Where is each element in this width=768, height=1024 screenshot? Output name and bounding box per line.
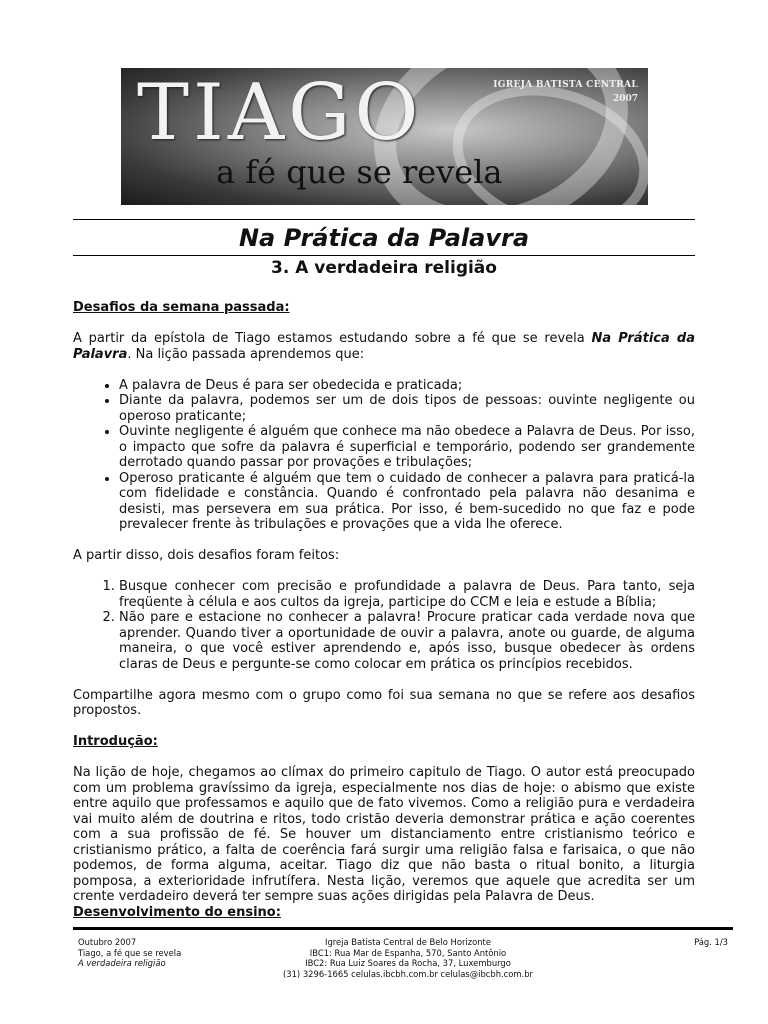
list-item: 2. Não pare e estacione no conhecer a palavra! Procure praticar cada verdade nova que aprender. Quando tiver a oportunidade de ouvir a palavra, anote ou guarde, de alguma maneira, o que você estiver aprendendo e, após isso, busque obedecer às ordens claras de Deus e pergunte-se como colocar em prática os princípios recebidos. [119, 610, 695, 672]
footer-date: Outubro 2007 [78, 937, 137, 947]
banner-church-name: IGREJA BATISTA CENTRAL [493, 80, 638, 90]
footer-left [78, 937, 258, 969]
footer-series: Tiago, a fé que se revela [78, 947, 182, 958]
footer-address-1: IBC1: Rua Mar de Espanha, 570, Santo Antônio [309, 947, 507, 958]
footer-center [238, 937, 578, 979]
lesson-title: 3. A verdadeira religião [271, 258, 497, 278]
desenvolvimento-heading: Desenvolvimento do ensino: [73, 904, 281, 920]
intro-paragraph: A partir da epístola de Tiago estamos estudando sobre a fé que se revela Na Prática da Palavra. Na lição passada aprendemos que: [73, 331, 695, 362]
document-body [73, 300, 695, 920]
footer-address-2: IBC2: Rua Luiz Soares da Rocha, 37, Luxemburgo [305, 958, 511, 968]
footer-page-number: Pág. 1/3 [694, 937, 728, 947]
banner-title: TIAGO [137, 68, 423, 158]
footer-contact: (31) 3296-1665 celulas.ibcbh.com.br celulas@ibcbh.com.br [283, 968, 533, 979]
banner-year: 2007 [612, 94, 638, 104]
list-item: 1. Busque conhecer com precisão e profundidade a palavra de Deus. Para tanto, seja freqüente à célula e aos cultos da igreja, participe do CCM e leia e estude a Bíblia; [119, 579, 695, 610]
challenges-intro: A partir disso, dois desafios foram feitos: [73, 548, 340, 563]
challenges-list [73, 579, 695, 672]
lessons-list [73, 378, 695, 533]
title-top-divider [73, 219, 695, 220]
intro-emphasis: Na Prática da Palavra [73, 331, 695, 362]
page-title: Na Prática da Palavra [238, 224, 530, 252]
footer-lesson: A verdadeira religião [78, 958, 166, 968]
footer-divider [73, 927, 733, 930]
footer-church-name: Igreja Batista Central de Belo Horizonte [324, 937, 491, 947]
introducao-heading: Introdução: [73, 734, 158, 749]
banner-subtitle: a fé que se revela [216, 153, 503, 191]
list-item: • Operoso praticante é alguém que tem o cuidado de conhecer a palavra para praticá-la com fidelidade e constância. Quando é confrontado pela palavra não desanima e desisti, mas persevera em sua prática. Por isso, é bem-sucedido no que faz e pode prevalecer frente às tribulações e provações que a vida lhe oferece. [119, 471, 695, 533]
header-banner [121, 68, 648, 205]
introducao-paragraph: Na lição de hoje, chegamos ao clímax do primeiro capitulo de Tiago. O autor está preocupado com um problema gravíssimo da igreja, especialmente nos dias de hoje: o abismo que existe entre aquilo que professamos e aquilo que de fato vivemos. Como a religião pura e verdadeira vai muito além de doutrina e ritos, todo cristão deveria demonstrar prática e ação coerentes com a sua profissão de fé. Se houver um distanciamento entre cristianismo teórico e cristianismo prático, a falta de coerência fará surgir uma religião falsa e farisaica, o que não podemos, de forma alguma, aceitar. Tiago diz que não basta o ritual bonito, a liturgia pomposa, a exterioridade infrutífera. Nesta lição, veremos que aquele que acredita ser um crente verdadeiro deverá ter sempre suas ações dirigidas pela Palavra de Deus. [73, 765, 695, 904]
list-item: • Ouvinte negligente é alguém que conhece ma não obedece a Palavra de Deus. Por isso, o impacto que sofre da palavra é superficial e temporário, podendo ser grandemente derrotado quando passar por provações e tribulações; [119, 424, 695, 471]
desafios-heading: Desafios da semana passada: [73, 300, 290, 315]
list-item: • A palavra de Deus é para ser obedecida e praticada; [119, 378, 695, 394]
share-paragraph: Compartilhe agora mesmo com o grupo como foi sua semana no que se refere aos desafios propostos. [73, 687, 695, 718]
list-item: • Diante da palavra, podemos ser um de dois tipos de pessoas: ouvinte negligente ou operoso praticante; [119, 393, 695, 424]
